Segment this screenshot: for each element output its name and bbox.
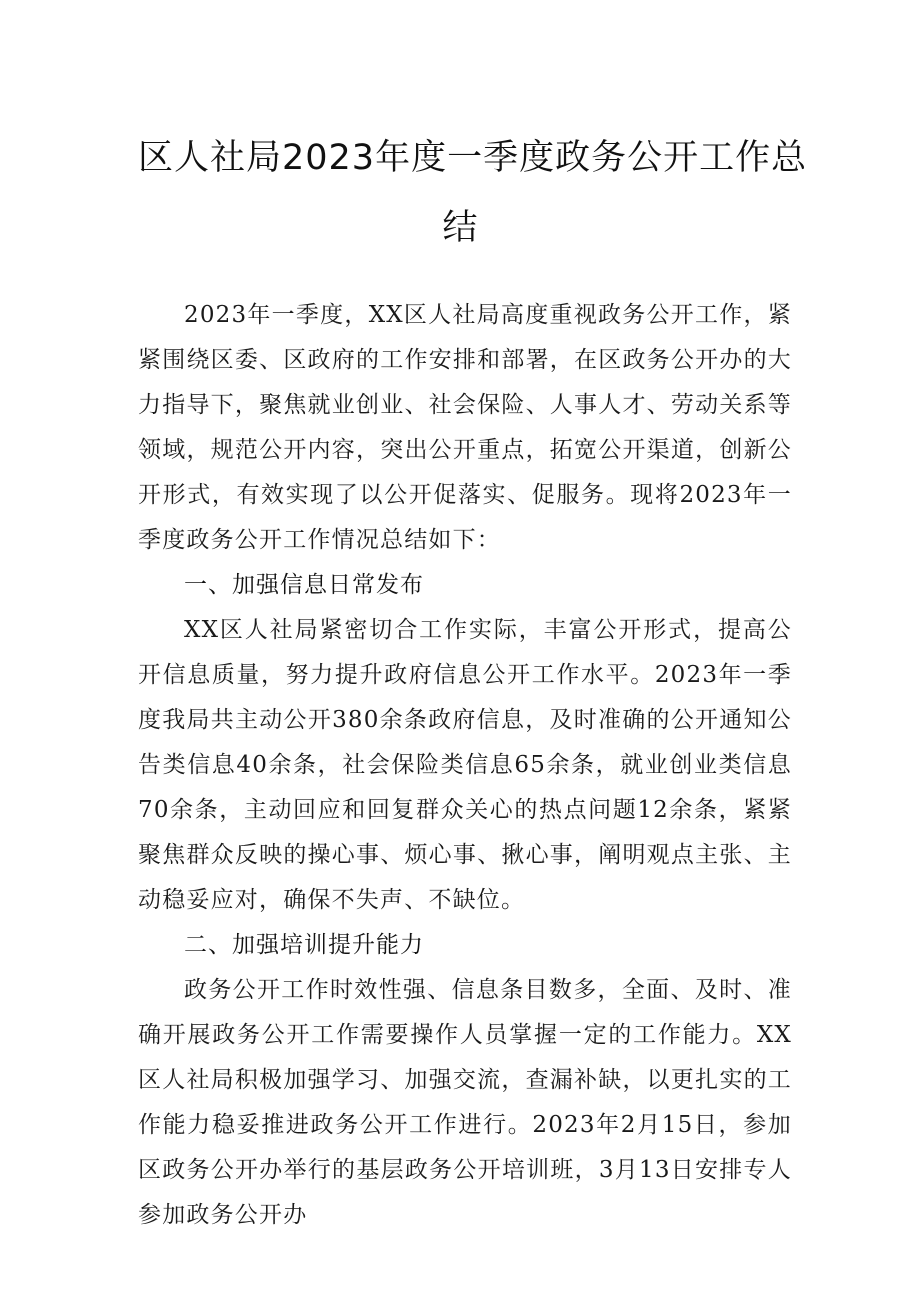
intro-paragraph: 2023年一季度，XX区人社局高度重视政务公开工作，紧紧围绕区委、区政府的工作安排和部署，在区政务公开办的大力指导下，聚焦就业创业、社会保险、人事人才、劳动关系等领域，规范公开内容，突出公开重点，拓宽公开渠道，创新公开形式，有效实现了以公开促落实、促服务。现将2023年一季度政务公开工作情况总结如下： xyxy=(138,302,792,553)
section-1-heading: 一、加强信息日常发布 xyxy=(184,572,424,598)
document-body xyxy=(138,293,792,1238)
document-title-line-1: 区人社局2023年度一季度政务公开工作总 xyxy=(138,138,808,178)
section-2-heading: 二、加强培训提升能力 xyxy=(184,932,424,958)
document-title-line-2: 结 xyxy=(442,208,478,248)
section-2-paragraph: 政务公开工作时效性强、信息条目数多，全面、及时、准确开展政务公开工作需要操作人员掌握一定的工作能力。XX区人社局积极加强学习、加强交流，查漏补缺，以更扎实的工作能力稳妥推进政务公开工作进行。2023年2月15日，参加区政务公开办举行的基层政务公开培训班，3月13日安排专人参加政务公开办 xyxy=(138,977,792,1228)
section-1-paragraph: XX区人社局紧密切合工作实际，丰富公开形式，提高公开信息质量，努力提升政府信息公开工作水平。2023年一季度我局共主动公开380余条政府信息，及时准确的公开通知公告类信息40余条，社会保险类信息65余条，就业创业类信息70余条，主动回应和回复群众关心的热点问题12余条，紧紧聚焦群众反映的操心事、烦心事、揪心事，阐明观点主张、主动稳妥应对，确保不失声、不缺位。 xyxy=(138,617,792,913)
